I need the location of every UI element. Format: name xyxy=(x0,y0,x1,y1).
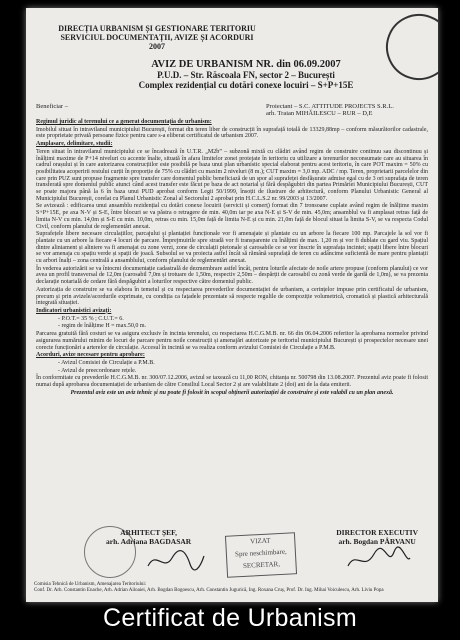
indicator-item: - Avizul Comisiei de Circulație a P.M.B. xyxy=(58,359,155,366)
vizat-line-3: SECRETAR, xyxy=(242,560,281,570)
chief-architect-name: arh. Adriana BAGDASAR xyxy=(106,537,192,546)
section-heading: Indicatori urbanistici avizați: xyxy=(36,307,112,314)
body-paragraph: Parcarea gratuită fără costuri se va asigura exclusiv în incinta terenului, cu respectarea H.C.G.M.B. nr. 66 din 06.04.2006 referitor la aprobarea normelor privind asigurarea numărului minim de locuri de parcare pentru noile construcții și amenajări autorizate pe teritoriul municipiului București și prospectelor necesare unei corecte funcționări a arterelor de circulație. Accesul în incintă se va realiza conform avizului Comisiei de Circulație a P.M.B. xyxy=(36,331,428,351)
vizat-line-2: Spre neschimbare, xyxy=(234,547,287,559)
document-title xyxy=(96,60,396,90)
image-caption: Certificat de Urbanism xyxy=(103,604,357,632)
parties-block xyxy=(36,103,426,117)
vizat-stamp xyxy=(225,532,297,578)
chief-architect-title: ARHITECT ȘEF, xyxy=(120,528,177,537)
document-body xyxy=(36,119,428,397)
commission-footer xyxy=(34,582,430,594)
document-page xyxy=(26,8,438,602)
proiectant-line-2: arh. Traian MIHĂILESCU – RUR – D,E xyxy=(266,110,373,117)
indicator-item: - Avizul de preecordonare rețele. xyxy=(58,367,137,374)
proiectant-line-1: Proiectant – S.C. ATTITUDE PROJECTS S.R.L. xyxy=(266,103,394,110)
header-line-2: SERVICIUL DOCUMENTAȚII, AVIZE ȘI ACORDURI xyxy=(60,33,254,42)
title-main: AVIZ DE URBANISM NR. din 06.09.2007 xyxy=(151,59,341,70)
body-paragraph: În vederea autorizării se va întocmi documentație cadastrală de dezmembrare astfel încât, pentru loturile afectate de noile artere propuse (conform planului) ce vor avea un profil transversal de 12,0m (carosabil 7,0m și trotuare de 1,50m, respectiv 2,50m – despărțit de carosabil cu zonă verde de gardă de 1,0m), se va prezenta declarație notarială de cedare fără despăgubiri a loturilor respective către domeniul public. xyxy=(36,265,428,286)
title-sub-2: Complex rezidențial cu dotări conexe locuiri – S+P+15E xyxy=(138,80,354,90)
handwritten-signature-right xyxy=(344,546,414,574)
body-paragraph: În conformitate cu prevederile H.C.G.M.B. nr. 300/07.12.2006, avizul se taxează cu 11,00 RON, chitanța nr. 500798 din 13.08.2007. Prezentul aviz poate fi folosit numai după aprobarea documentației de urbanism de către Consiliul Local Sector 2 și are valabilitate 2 (doi) ani de la data emiterii. xyxy=(36,375,428,389)
header-line-1: DIRECȚIA URBANISM ȘI GESTIONARE TERITORIU xyxy=(58,24,256,33)
executive-director-title: DIRECTOR EXECUTIV xyxy=(336,528,418,537)
section-heading: Acorduri, avize necesare pentru aprobare: xyxy=(36,352,145,359)
executive-director-signature xyxy=(336,528,418,546)
chief-architect-signature xyxy=(106,528,191,546)
beneficiar-label: Beneficiar – xyxy=(36,103,68,110)
vizat-line-1: VIZAT xyxy=(249,536,271,546)
footer-line-1: Comisia Tehnică de Urbanism, Amenajarea Teritoriului: xyxy=(34,582,147,587)
body-paragraph: Autorizația de construire se va elabora în temeiul și cu respectarea prevederilor documentației de urbanism, a cerințelor impuse prin certificatul de urbanism, precum și prin avizele/acordurile exprimate, cu condiția ca fațadele prezentate să respecte regulile de compoziție volumetrică, cromatică și plastică arhitecturală integrată situației. xyxy=(36,286,428,307)
body-paragraph: Prezentul aviz este un aviz tehnic și nu poate fi folosit în scopul obținerii autorizației de construire și este valabil cu un plan anexă. xyxy=(70,389,394,396)
footer-line-2: Conf. Dr. Arh. Constantin Enache, Arh. Adrian Ailoaiei, Arh. Bogdan Bogoescu, Arh. Constantin Jugurică, Ing. Roxana Cruș, Prof. Dr. Ing. Mihai Voiculescu, Arh. Liviu Popa xyxy=(34,587,384,593)
body-paragraph: Se avizează : edificarea unui ansamblu rezidențial cu dotări conexe locuirii (servicii și comerț) format din 7 tronsoane cuplate având regim de înălțime maxim S+P+15E, pe axa N-V și S-E, între blocuri se va păstra o retragere de min. 40,0m iar pe axa N-E și S-V de min. 45,0m; ansamblul va fi amplasat retras față de limita N-V cu min. 14,0m și S-E cu min. 10,0m, retras cu min. 15,0m față de limita N-E și cu min. 21,0m față de blocul situat la limita S-V, se va respecta Codul Civil, conform planului de reglementări anexat. xyxy=(36,203,428,230)
body-paragraph: Imobilul situat în intravilanul municipiului București, format din teren liber de construcții în suprafață totală de 13329,88mp – conform măsurătorilor cadastrale, este proprietate privată persoane fizice pentru care s-a eliberat certificatul de urbanism 2007. xyxy=(36,126,428,140)
proiectant-block xyxy=(266,103,416,117)
section-heading: Amplasare, delimitare, studii: xyxy=(36,141,113,148)
section-heading: Regimul juridic al terenului ce a generat documentația de urbanism: xyxy=(36,119,212,125)
body-paragraph: Suprafețele libere necesare circulațiilor, parcajului și plantației funcționale vor fi amenajate și plantate cu un arbore la fiecare 100 mp. Parcajele la sol vor fi plantate cu un arbore la fiecare 4 locuri de parcare. Împrejmuirile spre stradă vor fi transparente cu înălțimi de max. 1,20 m și vor fi dublate cu gard viu. Spațiul dintre aliniament și aliniere va fi amenajat cu zone verzi, zone de circulații pietonale și carosabile ce se vor înscrie în suprafața incintei; spații libere între blocuri se vor amenaja cu spațiu verde și spații de joacă. Subsolul se va proiecta astfel încât să rămână suprafață de teren cu adâncime suficientă de mare pentru plantații cu arbori înalți – zona centrală a ansamblului, conform planului de reglementări anexat. xyxy=(36,231,428,265)
indicator-item: - regim de înălțime H = max.50,0 m. xyxy=(58,323,147,330)
title-sub-1: P.U.D. – Str. Răscoala FN, sector 2 – București xyxy=(157,70,335,80)
executive-director-name: arh. Bogdan PÂRVANU xyxy=(338,537,416,546)
issuer-header xyxy=(32,24,282,51)
indicator-item: - P.O.T.= 35 % ; C.U.T.= 6. xyxy=(58,315,124,322)
handwritten-signature-left xyxy=(146,548,206,574)
body-paragraph: Teren situat în intravilanul municipiului ce se încadrează în U.T.R. „M2b” – subzonă mixtă cu clădiri având regim de construire continuu sau discontinuu și înălțimi maxime de P+14 niveluri cu accente înalte, situată în afara limitelor zonei protejate în teritoriu cu utilizare a terenurilor neconsumate care au situarea în cadrul orașului și în care autorizarea construcțiilor este posibilă pe baza unui plan urbanistic special elaborat pentru acest teritoriu, în care POT maxim = 50% cu posibilitatea acoperirii restului curții în proporție de 75% cu clădiri cu maxim 2 niveluri (8 m.); CUT maxim = 3,0 mp. ADC / mp. Teren, proprietarii parcelelor din care prin PUZ sunt propuse fragmente spre transfer care domeniul public beneficiază de un spor al suprafeței desfășurate admise egal cu de 3 ori suprafața de teren transferată spre domeniul public atunci când acest transfer este făcut pe baza de act notarial și fără despăgubiri din partea Primăriei Municipiului București, CUT se poate majora până la 6 în baza unui PUD aprobat conform Legii 50/1999, însoțit de ilustrare de arhitectură, conform Planului Urbanistic General al Municipiului București, corelat cu Planul Urbanistic Zonal al Sectorului 2 aprobat prin H.C.L.S.2 nr. 99/2003 și 13/2007. xyxy=(36,148,428,202)
header-line-3: 2007 xyxy=(149,42,165,51)
signature-block xyxy=(26,522,438,582)
